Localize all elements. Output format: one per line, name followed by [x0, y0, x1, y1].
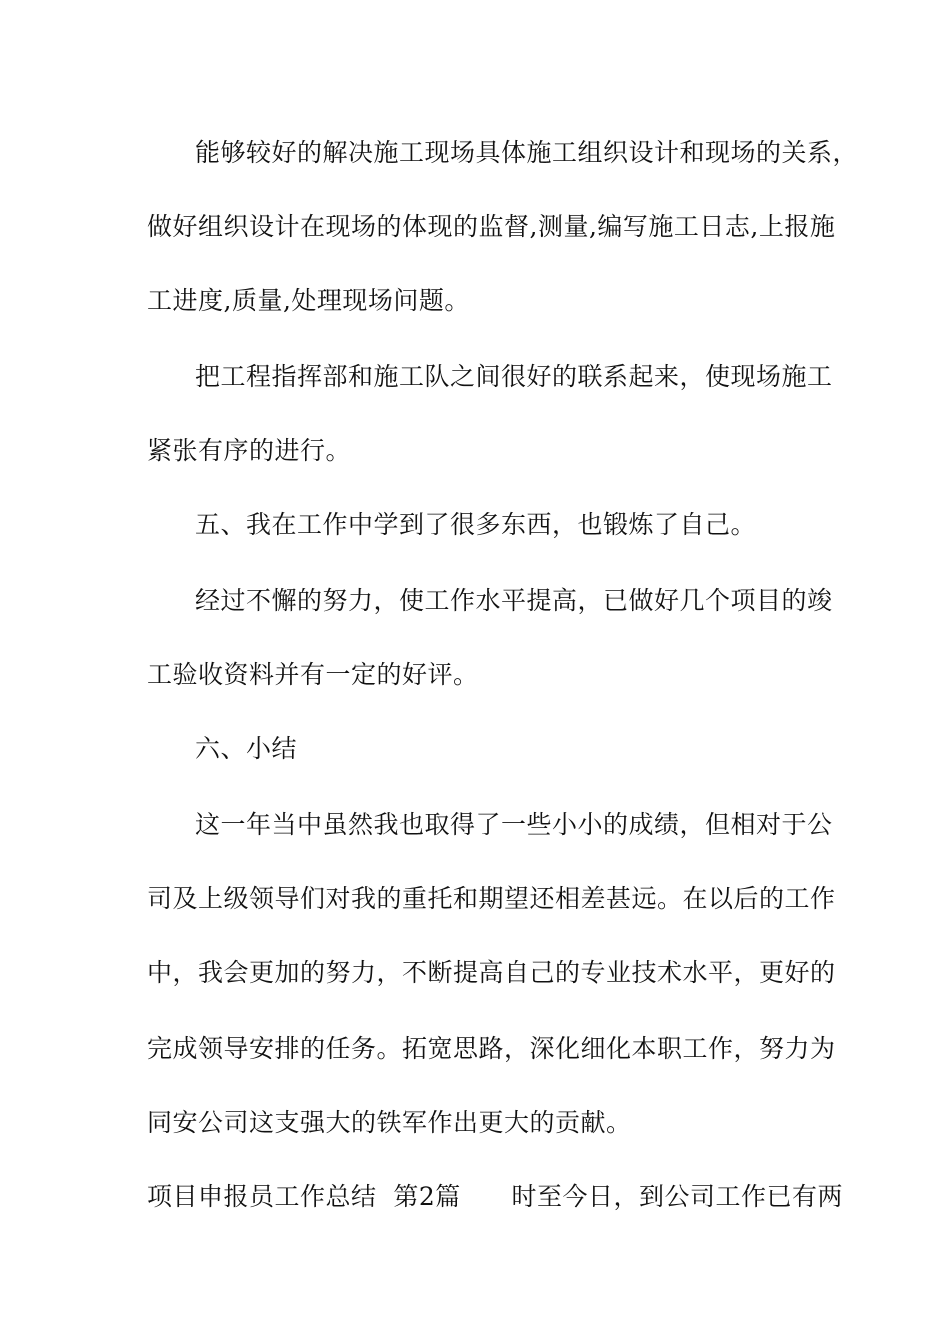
paragraph-line: 司及上级领导们对我的重托和期望还相差甚远。在以后的工作 [147, 884, 836, 913]
next-article-line: 项目申报员工作总结 第2篇 时至今日，到公司工作已有两 [147, 1182, 843, 1211]
paragraph-line: 中，我会更加的努力，不断提高自己的专业技术水平，更好的 [147, 958, 836, 987]
paragraph-line: 这一年当中虽然我也取得了一些小小的成绩，但相对于公 [195, 810, 833, 839]
paragraph-line: 工验收资料并有一定的好评。 [147, 660, 479, 689]
paragraph-line: 把工程指挥部和施工队之间很好的联系起来，使现场施工 [195, 362, 833, 391]
paragraph-line: 同安公司这支强大的铁军作出更大的贡献。 [147, 1108, 632, 1137]
paragraph-line: 能够较好的解决施工现场具体施工组织设计和现场的关系， [195, 138, 859, 167]
paragraph-line: 工进度,质量,处理现场问题。 [147, 286, 470, 315]
paragraph-line: 经过不懈的努力，使工作水平提高，已做好几个项目的竣 [195, 586, 833, 615]
paragraph-line: 紧张有序的进行。 [147, 436, 352, 465]
paragraph-line: 完成领导安排的任务。拓宽思路，深化细化本职工作，努力为 [147, 1034, 836, 1063]
section-heading: 六、小结 [195, 734, 298, 763]
paragraph-line: 做好组织设计在现场的体现的监督,测量,编写施工日志,上报施 [147, 212, 836, 241]
section-heading: 五、我在工作中学到了很多东西，也锻炼了自己。 [195, 510, 757, 539]
